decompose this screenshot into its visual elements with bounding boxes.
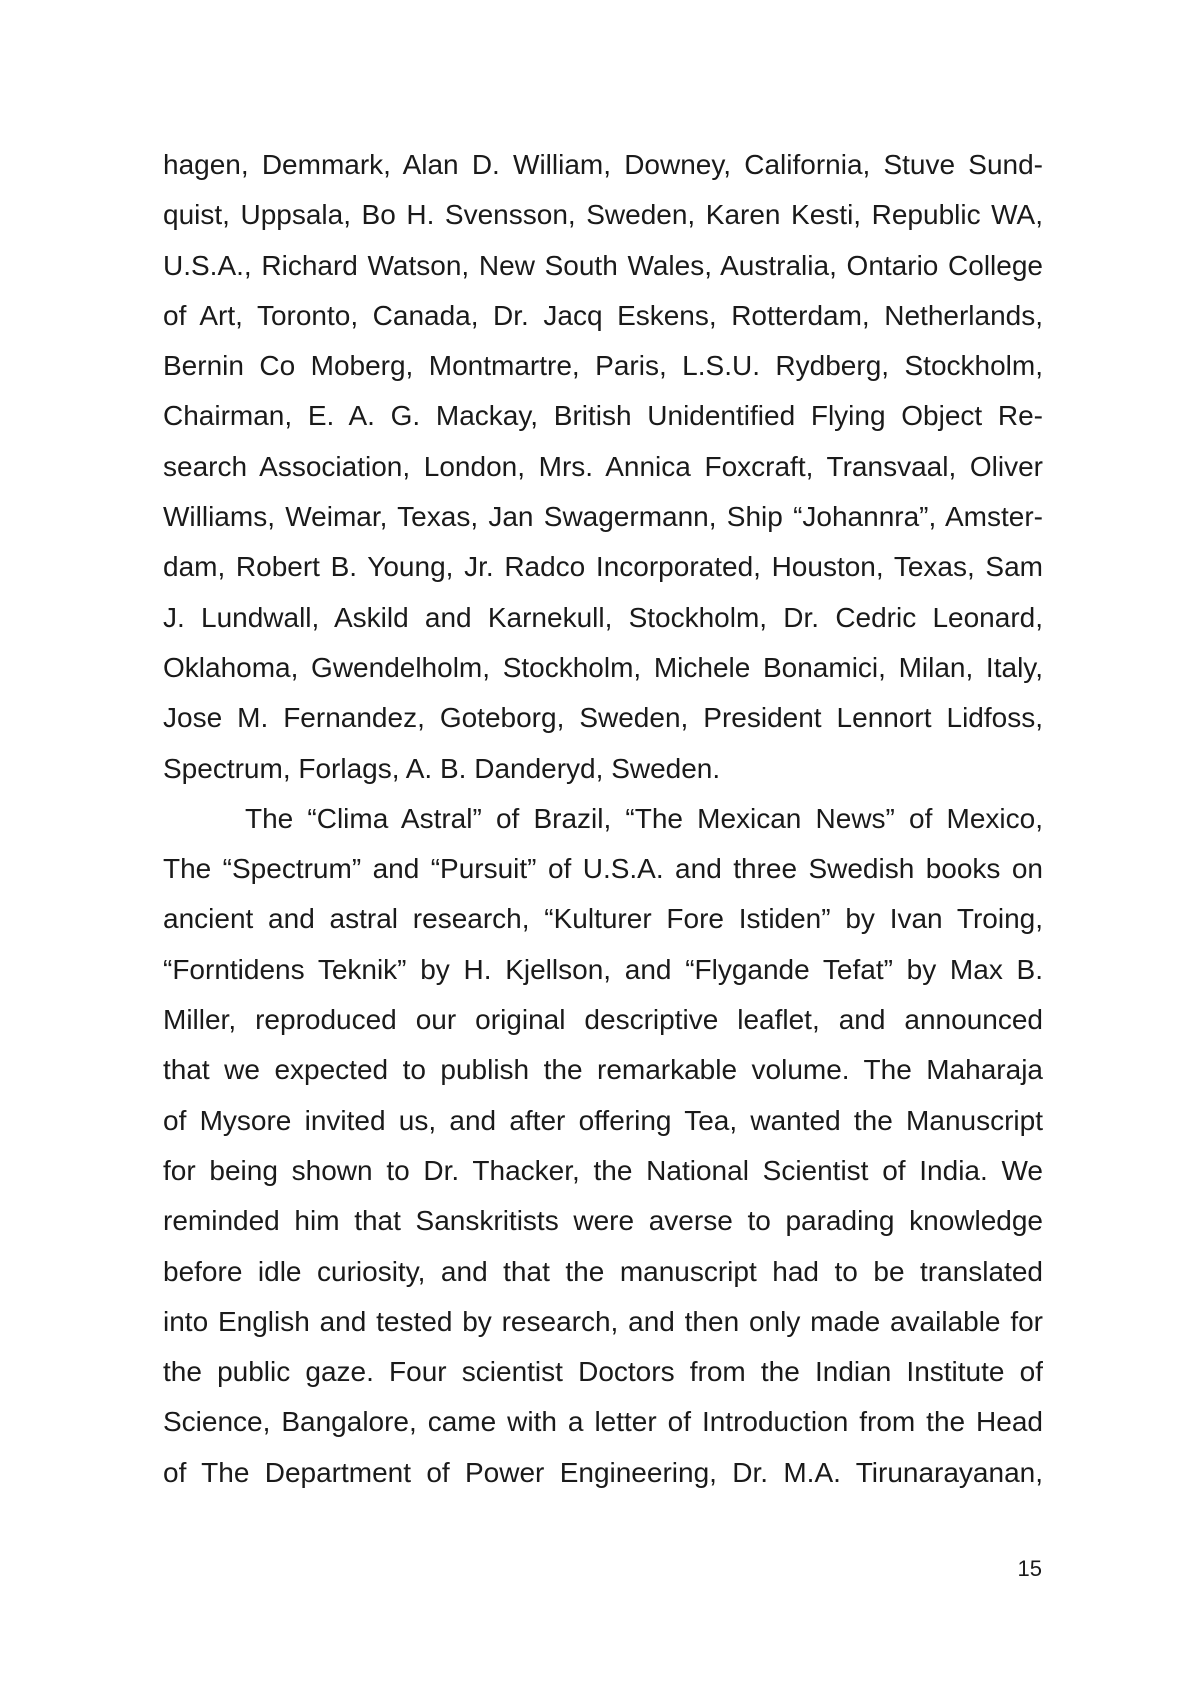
text-line: dam, Robert B. Young, Jr. Radco Incorporated, Houston, Texas, Sam [163, 551, 1043, 583]
text-line: into English and tested by research, and then only made available for [163, 1305, 1043, 1337]
text-line: that we expected to publish the remarkable volume. The Maharaja [163, 1054, 1043, 1086]
text-line: Jose M. Fernandez, Goteborg, Sweden, President Lennort Lidfoss, [163, 702, 1043, 734]
text-line: of Mysore invited us, and after offering Tea, wanted the Manuscript [163, 1104, 1043, 1136]
text-line: Spectrum, Forlags, A. B. Danderyd, Sweden. [163, 752, 721, 784]
text-line: Chairman, E. A. G. Mackay, British Unidentified Flying Object Re- [163, 400, 1043, 432]
text-line: U.S.A., Richard Watson, New South Wales, Australia, Ontario College [163, 249, 1043, 281]
text-line: the public gaze. Four scientist Doctors from the Indian Institute of [163, 1356, 1043, 1388]
text-line: Bernin Co Moberg, Montmartre, Paris, L.S.U. Rydberg, Stockholm, [163, 350, 1043, 382]
body-text [163, 140, 1043, 1498]
text-line: The “Clima Astral” of Brazil, “The Mexican News” of Mexico, [245, 802, 1043, 834]
text-line: reminded him that Sanskritists were averse to parading knowledge [163, 1205, 1043, 1237]
text-line: before idle curiosity, and that the manuscript had to be translated [163, 1255, 1043, 1287]
text-line: “Forntidens Teknik” by H. Kjellson, and “Flygande Tefat” by Max B. [163, 953, 1043, 985]
text-line: of The Department of Power Engineering, Dr. M.A. Tirunarayanan, [163, 1456, 1043, 1488]
text-line: of Art, Toronto, Canada, Dr. Jacq Eskens, Rotterdam, Netherlands, [163, 299, 1043, 331]
text-line: Miller, reproduced our original descriptive leaflet, and announced [163, 1004, 1043, 1036]
text-line: search Association, London, Mrs. Annica Foxcraft, Transvaal, Oliver [163, 450, 1043, 482]
text-line: ancient and astral research, “Kulturer Fore Istiden” by Ivan Troing, [163, 903, 1043, 935]
text-line: for being shown to Dr. Thacker, the National Scientist of India. We [163, 1154, 1043, 1186]
text-line: The “Spectrum” and “Pursuit” of U.S.A. and three Swedish books on [163, 853, 1043, 885]
text-line: Oklahoma, Gwendelholm, Stockholm, Michele Bonamici, Milan, Italy, [163, 651, 1043, 683]
text-line: Science, Bangalore, came with a letter of Introduction from the Head [163, 1406, 1043, 1438]
text-line: hagen, Demmark, Alan D. William, Downey, California, Stuve Sund- [163, 149, 1043, 180]
text-line: quist, Uppsala, Bo H. Svensson, Sweden, Karen Kesti, Republic WA, [163, 199, 1043, 231]
text-line: J. Lundwall, Askild and Karnekull, Stockholm, Dr. Cedric Leonard, [163, 601, 1043, 633]
page-number: 15 [1017, 1556, 1042, 1581]
text-line: Williams, Weimar, Texas, Jan Swagermann, Ship “Johannra”, Amster- [163, 501, 1043, 533]
